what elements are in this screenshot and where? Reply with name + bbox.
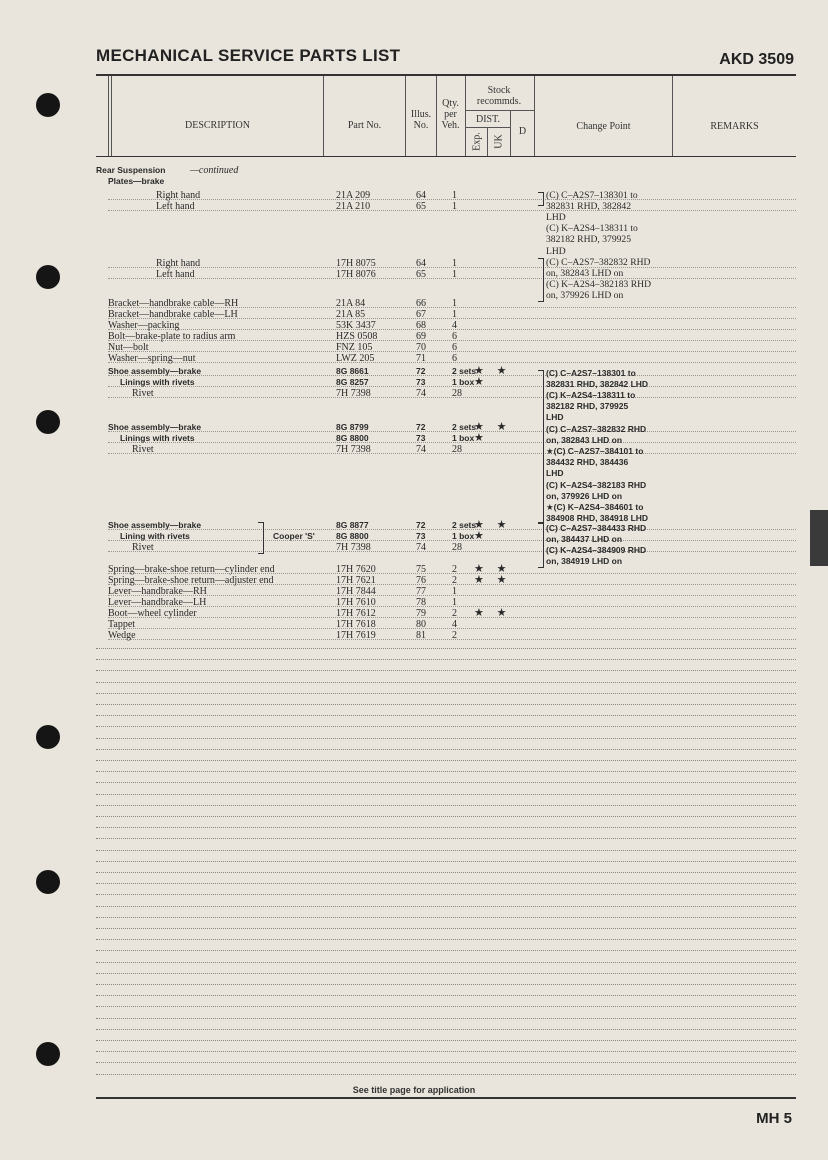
part-number: 7H 7398	[336, 542, 371, 553]
part-row	[96, 353, 796, 364]
change-point-line: on, 382843 LHD on	[546, 268, 624, 280]
quantity: 1	[452, 201, 457, 212]
illus-number: 64	[416, 258, 426, 269]
dist-divider	[465, 127, 510, 128]
illus-number: 73	[416, 433, 426, 443]
part-description: Shoe assembly—brake	[108, 422, 202, 432]
section-heading	[96, 165, 796, 176]
blank-row-line	[96, 771, 796, 772]
part-number: 8G 8257	[336, 377, 369, 387]
blank-row-line	[96, 648, 796, 649]
change-bracket	[538, 522, 544, 568]
illus-number: 73	[416, 377, 426, 387]
illus-number: 78	[416, 597, 426, 608]
illus-number: 68	[416, 320, 426, 331]
change-point-line: (C) C–A2S7–384433 RHD	[546, 523, 647, 533]
quantity: 1 box	[452, 433, 475, 443]
page-title: MECHANICAL SERVICE PARTS LIST	[96, 46, 401, 65]
blank-row-line	[96, 738, 796, 739]
illus-number: 65	[416, 201, 426, 212]
blank-row-line	[96, 704, 796, 705]
change-point-line: (C) K–A2S4–382183 RHD	[546, 479, 647, 490]
col-uk: UK	[493, 134, 505, 149]
part-description: Linings with rivets	[120, 433, 195, 443]
part-number: 8G 8877	[336, 520, 369, 530]
blank-row-line	[96, 749, 796, 750]
quantity: 2	[452, 608, 457, 619]
stock-stars: ★	[474, 432, 484, 444]
part-number: FNZ 105	[336, 342, 373, 353]
part-row	[96, 608, 796, 619]
part-description: Bolt—brake-plate to radius arm	[108, 331, 236, 342]
part-number: 17H 7610	[336, 597, 376, 608]
quantity: 1	[452, 258, 457, 269]
part-description: Bracket—handbrake cable—LH	[108, 309, 238, 320]
stock-stars: ★ ★	[474, 607, 507, 619]
col-divider	[672, 76, 673, 156]
blank-row-line	[96, 1018, 796, 1019]
part-number: 21A 209	[336, 190, 371, 201]
blank-row-line	[96, 805, 796, 806]
quantity: 2	[452, 564, 457, 575]
illus-number: 77	[416, 586, 426, 597]
illus-number: 71	[416, 353, 426, 364]
change-point-line: on, 384919 LHD on	[546, 556, 623, 567]
part-number: 7H 7398	[336, 444, 371, 455]
change-point-line: LHD	[546, 412, 564, 423]
illus-number: 70	[416, 342, 426, 353]
col-part-no: Part No.	[347, 120, 382, 131]
part-description: Bracket—handbrake cable—RH	[108, 298, 239, 309]
change-point-line: 384432 RHD, 384436	[546, 457, 629, 468]
illus-number: 65	[416, 269, 426, 280]
illus-number: 75	[416, 564, 426, 575]
part-description: Washer—packing	[108, 320, 180, 331]
change-point-line: ★(C) K–A2S4–384601 to	[546, 501, 644, 512]
part-row	[96, 320, 796, 331]
part-number: 17H 7618	[336, 619, 376, 630]
quantity: 1	[452, 597, 457, 608]
cooper-label: Cooper 'S'	[273, 531, 315, 541]
blank-row-line	[96, 682, 796, 683]
col-description: DESCRIPTION	[184, 120, 250, 131]
change-point-line: (C) C–A2S7–138301 to	[546, 190, 638, 201]
stock-stars: ★ ★	[474, 365, 507, 377]
stock-stars: ★	[474, 530, 484, 542]
blank-row-line	[96, 861, 796, 862]
part-number: 17H 7612	[336, 608, 376, 619]
part-description: Shoe assembly—brake	[108, 520, 202, 530]
change-point-line: on, 382843 LHD on	[546, 435, 623, 446]
stock-divider	[465, 110, 534, 111]
quantity: 28	[452, 444, 462, 455]
part-row	[96, 619, 796, 630]
change-point-line: 382182 RHD, 379925	[546, 401, 629, 412]
col-divider	[111, 76, 112, 156]
col-remarks: REMARKS	[710, 121, 759, 132]
col-divider	[323, 76, 324, 156]
change-point-line: (C) C–A2S7–138301 to	[546, 368, 636, 378]
part-description: Lever—handbrake—LH	[108, 597, 207, 608]
col-dist: DIST.	[476, 114, 500, 125]
blank-row-line	[96, 973, 796, 974]
illus-number: 72	[416, 520, 426, 530]
part-number: 21A 85	[336, 309, 366, 320]
binder-hole	[36, 265, 60, 289]
quantity: 4	[452, 320, 457, 331]
blank-row-line	[96, 794, 796, 795]
quantity: 1 box	[452, 531, 475, 541]
quantity: 6	[452, 331, 457, 342]
quantity: 6	[452, 342, 457, 353]
part-description: Left hand	[156, 269, 195, 280]
change-point-line: (C) K–A2S4–138311 to	[546, 390, 636, 401]
blank-row-line	[96, 782, 796, 783]
blank-row-line	[96, 1006, 796, 1007]
part-number: 17H 7844	[336, 586, 376, 597]
illus-number: 79	[416, 608, 426, 619]
part-description: Left hand	[156, 201, 195, 212]
change-point-line: (C) K–A2S4–382183 RHD	[546, 279, 652, 291]
quantity: 2 sets	[452, 422, 477, 432]
part-description: Nut—bolt	[108, 342, 149, 353]
part-number: 53K 3437	[336, 320, 376, 331]
stock-stars: ★ ★	[474, 421, 507, 433]
quantity: 2 sets	[452, 366, 477, 376]
part-description: Rivet	[132, 444, 154, 455]
quantity: 28	[452, 388, 462, 399]
part-row	[96, 342, 796, 353]
quantity: 2	[452, 630, 457, 641]
quantity: 1	[452, 190, 457, 201]
quantity: 1	[452, 298, 457, 309]
illus-number: 73	[416, 531, 426, 541]
blank-row-line	[96, 917, 796, 918]
part-row	[96, 331, 796, 342]
part-description: Spring—brake-shoe return—cylinder end	[108, 564, 275, 575]
blank-row-line	[96, 984, 796, 985]
header-top-rule	[96, 74, 796, 76]
binder-hole	[36, 725, 60, 749]
illus-number: 72	[416, 366, 426, 376]
index-tab	[810, 510, 828, 566]
part-row	[96, 309, 796, 320]
quantity: 2 sets	[452, 520, 477, 530]
col-exp: Exp.	[471, 132, 483, 151]
blank-row-line	[96, 939, 796, 940]
change-point-line: LHD	[546, 245, 566, 257]
part-description: Spring—brake-shoe return—adjuster end	[108, 575, 274, 586]
part-description: Lining with rivets	[120, 531, 190, 541]
blank-row-line	[96, 850, 796, 851]
footer-rule	[96, 1097, 796, 1099]
binder-hole	[36, 93, 60, 117]
blank-row-line	[96, 715, 796, 716]
header-bottom-rule	[96, 156, 796, 157]
change-bracket	[538, 192, 544, 206]
part-description: Tappet	[108, 619, 136, 630]
blank-row-line	[96, 1029, 796, 1030]
part-number: 17H 8076	[336, 269, 376, 280]
illus-number: 81	[416, 630, 426, 641]
illus-number: 76	[416, 575, 426, 586]
stock-stars: ★ ★	[474, 519, 507, 531]
quantity: 2	[452, 575, 457, 586]
col-divider	[108, 76, 109, 156]
blank-row-line	[96, 827, 796, 828]
subsection-title: Plates—brake	[108, 176, 165, 186]
binder-hole	[36, 410, 60, 434]
illus-number: 64	[416, 190, 426, 201]
illus-number: 67	[416, 309, 426, 320]
part-description: Washer—spring—nut	[108, 353, 196, 364]
quantity: 6	[452, 353, 457, 364]
illus-number: 74	[416, 542, 426, 553]
quantity: 1 box	[452, 377, 475, 387]
illus-number: 74	[416, 388, 426, 399]
blank-row-line	[96, 726, 796, 727]
part-number: 8G 8799	[336, 422, 369, 432]
change-point-line: 382831 RHD, 382842	[546, 201, 632, 213]
part-row	[96, 586, 796, 597]
part-description: Rivet	[132, 542, 154, 553]
illus-number: 66	[416, 298, 426, 309]
quantity: 1	[452, 269, 457, 280]
part-number: LWZ 205	[336, 353, 375, 364]
part-description: Rivet	[132, 388, 154, 399]
illus-number: 69	[416, 331, 426, 342]
illus-number: 80	[416, 619, 426, 630]
illus-number: 72	[416, 422, 426, 432]
change-point-line: on, 379926 LHD on	[546, 290, 624, 302]
blank-row-line	[96, 670, 796, 671]
part-number: 17H 7620	[336, 564, 376, 575]
change-point-line: ★(C) C–A2S7–384101 to	[546, 446, 644, 457]
blank-row-line	[96, 962, 796, 963]
col-divider	[534, 76, 535, 156]
blank-row-line	[96, 872, 796, 873]
part-number: 21A 84	[336, 298, 366, 309]
col-change-point: Change Point	[576, 121, 631, 132]
change-point-line: (C) C–A2S7–382832 RHD	[546, 257, 651, 268]
col-stock: Stock recommds.	[476, 85, 522, 107]
part-row	[96, 597, 796, 608]
blank-row-line	[96, 659, 796, 660]
col-illus-no: Illus. No.	[410, 109, 432, 131]
change-bracket	[538, 370, 544, 524]
col-d: D	[518, 126, 527, 137]
blank-row-line	[96, 838, 796, 839]
quantity: 1	[452, 309, 457, 320]
document-code: AKD 3509	[719, 51, 794, 68]
part-number: 8G 8800	[336, 433, 369, 443]
blank-row-line	[96, 883, 796, 884]
part-description: Shoe assembly—brake	[108, 366, 202, 376]
blank-row-line	[96, 995, 796, 996]
footer-note: See title page for application	[352, 1085, 476, 1095]
change-point-line: (C) K–A2S4–384909 RHD	[546, 545, 647, 556]
part-number: 21A 210	[336, 201, 371, 212]
part-number: HZS 0508	[336, 331, 378, 342]
change-point-line: on, 384437 LHD on	[546, 534, 623, 545]
col-qty: Qty. per Veh.	[441, 98, 460, 131]
binder-hole	[36, 1042, 60, 1066]
illus-number: 74	[416, 444, 426, 455]
part-description: Right hand	[156, 190, 201, 201]
blank-row-line	[96, 950, 796, 951]
change-point-line: LHD	[546, 468, 564, 479]
change-point-line: (C) K–A2S4–138311 to	[546, 223, 638, 235]
blank-row-line	[96, 816, 796, 817]
part-row	[96, 630, 796, 641]
part-description: Wedge	[108, 630, 136, 641]
change-bracket	[538, 258, 544, 302]
subsection-heading	[96, 176, 796, 187]
binder-hole	[36, 870, 60, 894]
blank-row-line	[96, 906, 796, 907]
part-number: 8G 8661	[336, 366, 369, 376]
quantity: 28	[452, 542, 462, 553]
blank-row-line	[96, 928, 796, 929]
blank-row-line	[96, 894, 796, 895]
part-row	[96, 575, 796, 586]
blank-row-line	[96, 693, 796, 694]
part-number: 17H 7621	[336, 575, 376, 586]
part-description: Right hand	[156, 258, 201, 269]
stock-stars: ★	[474, 376, 484, 388]
quantity: 4	[452, 619, 457, 630]
section-title: Rear Suspension	[96, 165, 166, 175]
stock-stars: ★ ★	[474, 574, 507, 586]
part-description: Boot—wheel cylinder	[108, 608, 197, 619]
part-number: 17H 8075	[336, 258, 376, 269]
part-description: Linings with rivets	[120, 377, 195, 387]
col-divider	[487, 128, 488, 156]
part-number: 8G 8800	[336, 531, 369, 541]
blank-row-line	[96, 1074, 796, 1075]
blank-row-line	[96, 1062, 796, 1063]
quantity: 1	[452, 586, 457, 597]
stock-stars: ★ ★	[474, 563, 507, 575]
page-number: MH 5	[756, 1110, 792, 1127]
blank-row-line	[96, 760, 796, 761]
change-point-line: on, 379926 LHD on	[546, 490, 623, 501]
change-point-line: (C) C–A2S7–382832 RHD	[546, 424, 647, 434]
blank-row-line	[96, 1051, 796, 1052]
part-number: 17H 7619	[336, 630, 376, 641]
blank-row-line	[96, 1040, 796, 1041]
cooper-bracket	[258, 522, 264, 554]
change-point-line: 382831 RHD, 382842 LHD	[546, 379, 649, 390]
change-point-line: LHD	[546, 212, 566, 224]
change-point-line: 384908 RHD, 384918 LHD	[546, 512, 649, 523]
part-number: 7H 7398	[336, 388, 371, 399]
part-description: Lever—handbrake—RH	[108, 586, 207, 597]
section-continued: —continued	[190, 165, 239, 176]
change-point-line: 382182 RHD, 379925	[546, 234, 632, 246]
